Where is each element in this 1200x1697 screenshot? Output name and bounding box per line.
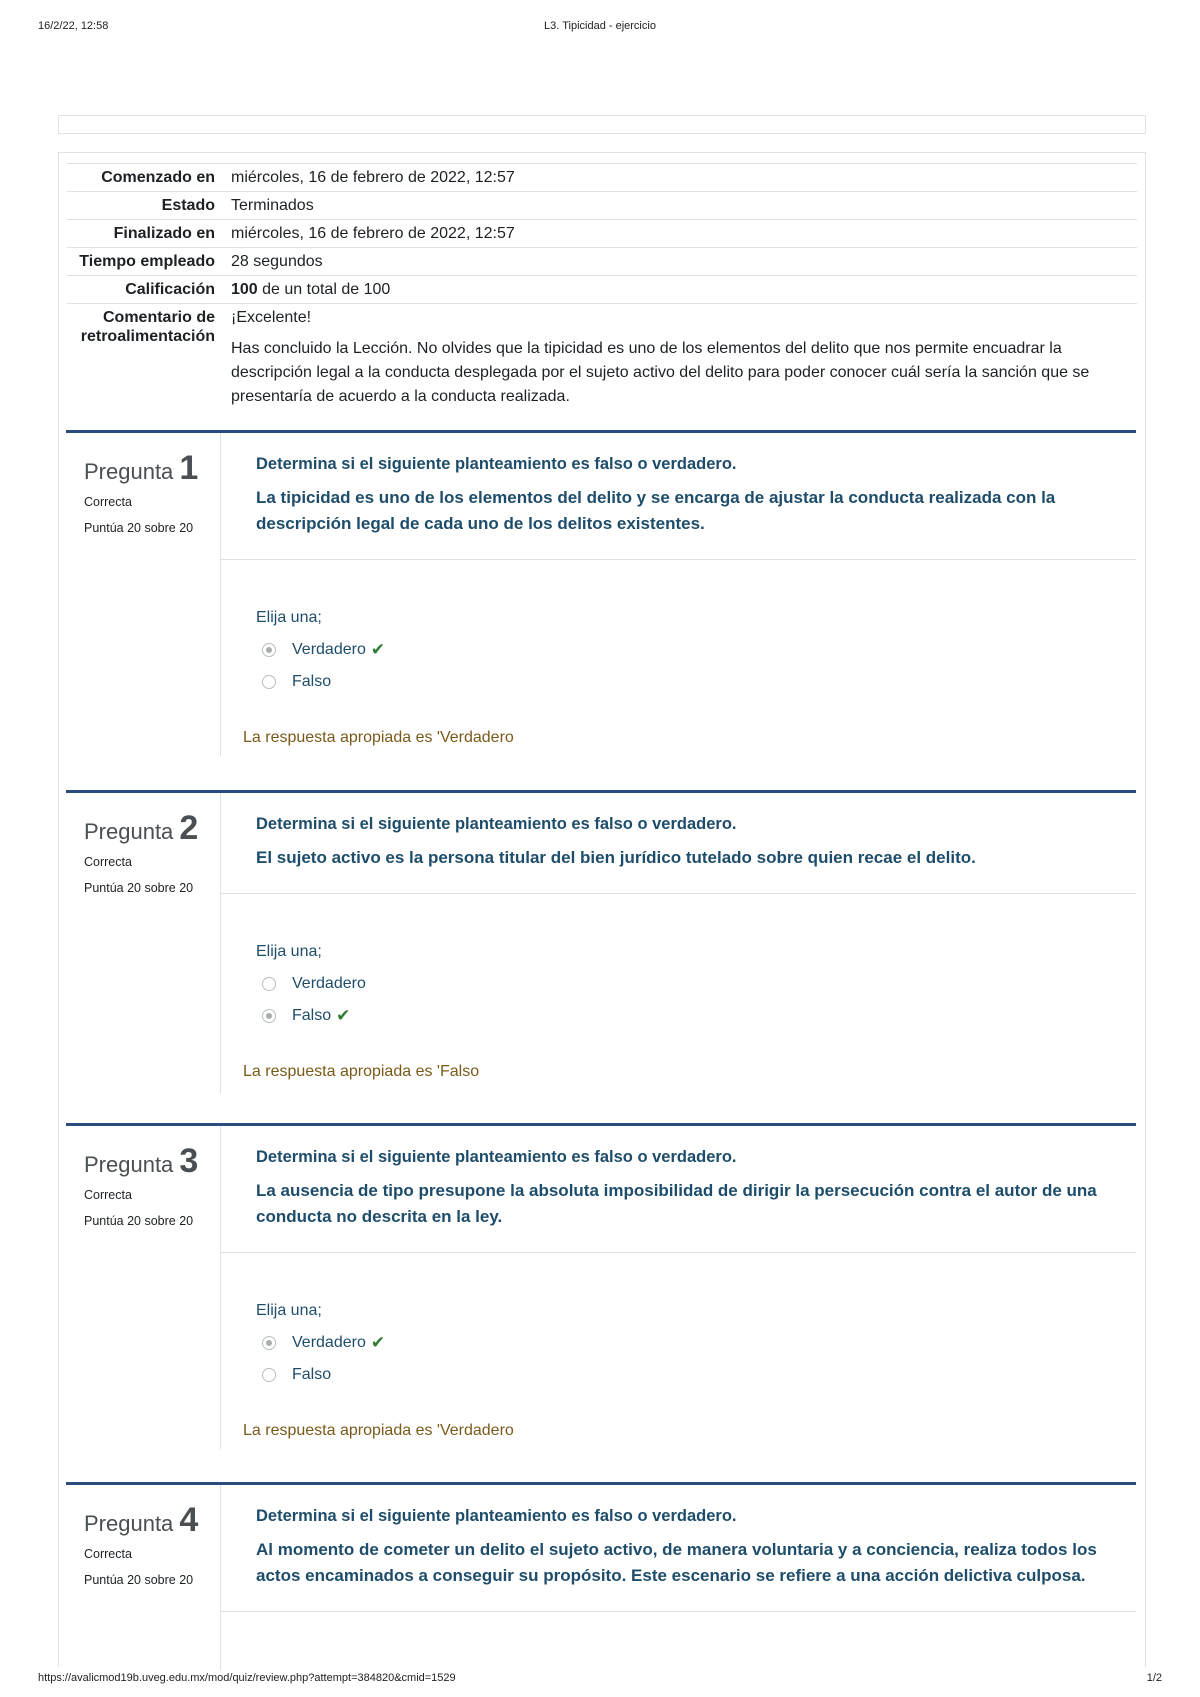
feedback-label-line-1: Comentario de: [102, 309, 215, 326]
summary-row-state: [67, 192, 1137, 220]
question-instruction: Determina si el siguiente planteamiento es falso o verdadero.: [256, 455, 737, 473]
question-number: [84, 1144, 220, 1182]
right-answer: La respuesta apropiada es 'Verdadero: [243, 1422, 514, 1439]
summary-row-grade: [67, 276, 1137, 304]
quiz-navigation-box: [58, 115, 1146, 134]
question-content: [221, 1485, 1136, 1612]
print-header: [38, 20, 1162, 36]
question-number: [84, 1503, 220, 1541]
print-datetime: 16/2/22, 12:58: [38, 20, 109, 32]
question-state: Correcta: [84, 1188, 132, 1202]
radio-button[interactable]: [262, 643, 276, 657]
summary-row-feedback: [67, 304, 1137, 432]
question-grade: Puntúa 20 sobre 20: [84, 881, 194, 895]
question-statement: La ausencia de tipo presupone la absoluta imposibilidad de dirigir la persecución contra el autor de una conducta no descrita en la ley.: [256, 1181, 1097, 1226]
option-label: Falso: [292, 673, 332, 690]
check-icon: ✔: [336, 1006, 351, 1025]
question-number: [84, 811, 220, 849]
print-page-title: L3. Tipicidad - ejercicio: [544, 20, 656, 32]
question-instruction: Determina si el siguiente planteamiento es falso o verdadero.: [256, 815, 737, 833]
question-text: [221, 793, 1136, 894]
summary-value: Terminados: [231, 197, 314, 214]
question-state: Correcta: [84, 495, 132, 509]
question-label: Pregunta: [84, 1511, 174, 1536]
question-state: Correcta: [84, 855, 132, 869]
question-number-value: 4: [179, 1501, 199, 1539]
summary-label: [67, 304, 223, 432]
answer-block: [221, 942, 1136, 1026]
question-statement: La tipicidad es uno de los elementos del delito y se encarga de ajustar la conducta realizada con la descripción legal de cada uno de los delitos existentes.: [256, 488, 1056, 533]
summary-row-time: [67, 248, 1137, 276]
question-label: Pregunta: [84, 1152, 174, 1177]
question-number-value: 2: [179, 809, 199, 847]
summary-label: Comenzado en: [101, 169, 215, 186]
summary-label: Tiempo empleado: [79, 253, 215, 270]
question-statement: Al momento de cometer un delito el sujeto activo, de manera voluntaria y a conciencia, realiza todos los actos encaminados a conseguir su propósito. Este escenario se refiere a una acción delictiva culposa.: [256, 1540, 1097, 1585]
answer-prompt: Elija una;: [256, 1302, 322, 1319]
answer-option-verdadero[interactable]: [256, 640, 1136, 660]
answer-prompt: Elija una;: [256, 943, 322, 960]
question-1: [66, 430, 1136, 756]
grade-rest: de un total de 100: [262, 281, 391, 298]
grade-score: 100: [231, 281, 258, 298]
check-icon: ✔: [370, 1333, 386, 1352]
question-info: [66, 793, 221, 1093]
question-text: [221, 433, 1136, 560]
question-content: [221, 793, 1136, 1082]
answer-block: [221, 1301, 1136, 1385]
print-footer: [38, 1672, 1162, 1688]
summary-row-started: [67, 164, 1137, 192]
question-label: Pregunta: [84, 819, 174, 844]
option-label: Falso: [292, 1007, 332, 1024]
feedback-text: Has concluido la Lección. No olvides que la tipicidad es uno de los elementos del delito que nos permite encuadrar la descripción legal a la conducta desplegada por el sujeto activo del delito para poder conocer cuál sería la sanción que se presentaría de acuerdo a la conducta realizada.: [231, 340, 1090, 405]
answer-option-falso[interactable]: [256, 672, 1136, 692]
question-grade: Puntúa 20 sobre 20: [84, 521, 194, 535]
right-answer: La respuesta apropiada es 'Verdadero: [243, 729, 514, 746]
question-content: [221, 433, 1136, 748]
question-text: [221, 1126, 1136, 1253]
summary-label: Finalizado en: [113, 225, 215, 242]
question-info: [66, 1485, 221, 1670]
feedback-label-line-2: retroalimentación: [80, 328, 215, 345]
question-number-value: 3: [179, 1142, 199, 1180]
question-number-value: 1: [179, 449, 199, 487]
question-4: [66, 1482, 1136, 1667]
answer-option-verdadero[interactable]: [256, 974, 1136, 994]
radio-button[interactable]: [262, 1336, 276, 1350]
question-state: Correcta: [84, 1547, 132, 1561]
feedback-value: [223, 304, 1137, 432]
question-label: Pregunta: [84, 459, 174, 484]
question-grade: Puntúa 20 sobre 20: [84, 1573, 194, 1587]
question-content: [221, 1126, 1136, 1441]
question-info: [66, 433, 221, 756]
question-statement: El sujeto activo es la persona titular del bien jurídico tutelado sobre quien recae el delito.: [256, 848, 976, 867]
summary-value: 28 segundos: [231, 253, 323, 270]
question-3: [66, 1123, 1136, 1448]
answer-block: [221, 608, 1136, 692]
radio-button[interactable]: [262, 675, 276, 689]
option-label: Verdadero: [292, 641, 366, 658]
option-label: Falso: [292, 1366, 332, 1383]
answer-option-verdadero[interactable]: [256, 1333, 1136, 1353]
answer-option-falso[interactable]: [256, 1006, 1136, 1026]
question-text: [221, 1485, 1136, 1612]
option-label: Verdadero: [292, 975, 366, 992]
summary-label: Calificación: [125, 281, 215, 298]
question-instruction: Determina si el siguiente planteamiento es falso o verdadero.: [256, 1148, 737, 1166]
question-instruction: Determina si el siguiente planteamiento es falso o verdadero.: [256, 1507, 737, 1525]
answer-option-falso[interactable]: [256, 1365, 1136, 1385]
page-url: https://avalicmod19b.uveg.edu.mx/mod/quiz/review.php?attempt=384820&cmid=1529: [38, 1672, 456, 1684]
option-label: Verdadero: [292, 1334, 366, 1351]
answer-prompt: Elija una;: [256, 609, 322, 626]
page-count: 1/2: [1146, 1672, 1162, 1684]
radio-button[interactable]: [262, 977, 276, 991]
question-number: [84, 451, 220, 489]
check-icon: ✔: [370, 640, 386, 659]
summary-row-finished: [67, 220, 1137, 248]
summary-label: Estado: [161, 197, 215, 214]
right-answer: La respuesta apropiada es 'Falso: [243, 1063, 480, 1080]
question-2: [66, 790, 1136, 1090]
radio-button[interactable]: [262, 1368, 276, 1382]
radio-button[interactable]: [262, 1009, 276, 1023]
summary-value: miércoles, 16 de febrero de 2022, 12:57: [231, 225, 515, 242]
question-info: [66, 1126, 221, 1449]
question-grade: Puntúa 20 sobre 20: [84, 1214, 194, 1228]
summary-value: [223, 276, 1137, 304]
feedback-headline: ¡Excelente!: [231, 309, 312, 326]
summary-value: miércoles, 16 de febrero de 2022, 12:57: [231, 169, 515, 186]
attempt-summary-table: [67, 163, 1137, 431]
